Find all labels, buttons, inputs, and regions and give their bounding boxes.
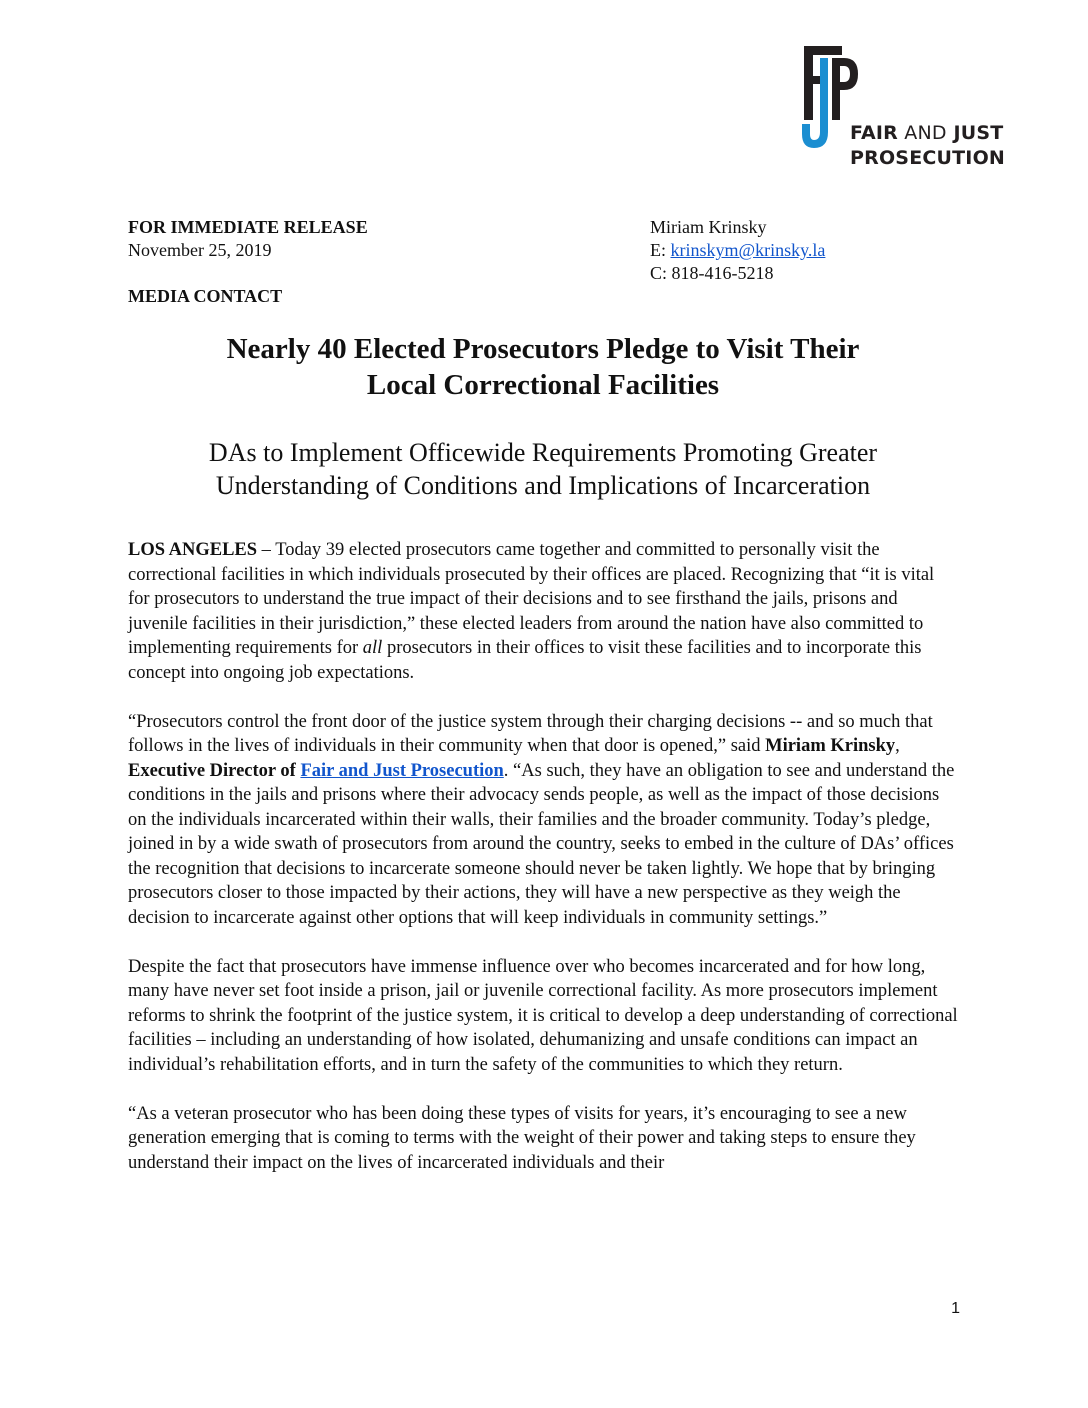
page-number: 1: [951, 1300, 960, 1317]
speaker-role: Executive Director of: [128, 760, 301, 781]
dateline: LOS ANGELES: [128, 540, 258, 560]
email-prefix: E:: [650, 240, 671, 260]
contact-email-line: [650, 239, 825, 262]
contact-email-link[interactable]: krinskym@krinsky.la: [670, 240, 826, 260]
logo-word: JUST: [946, 122, 1004, 144]
contact-info: [650, 216, 825, 285]
p1-text-b: prosecutors in their offices to visit these facilities and to incorporate this concept into ongoing job expectations.: [128, 638, 922, 683]
contact-name: Miriam Krinsky: [650, 217, 767, 237]
logo-word: FAIR: [850, 122, 899, 144]
paragraph-2: [128, 710, 958, 931]
subheadline-line1: DAs to Implement Officewide Requirements Promoting Greater: [208, 438, 878, 467]
org-link[interactable]: Fair and Just Prosecution: [300, 760, 504, 781]
p1-emphasis: all: [362, 638, 383, 658]
fjp-monogram-icon: [798, 44, 858, 154]
p1-text-a: – Today 39 elected prosecutors came together and committed to personally visit the correctional facilities in which individuals prosecuted by their offices are placed. Recognizing that “it is vital for prosecutors to understand the true impact of their decisions and to see firsthand the jails, prisons and juvenile facilities in their jurisdiction,” these elected leaders from around the nation have also committed to implementing requirements for: [128, 540, 935, 658]
headline: [128, 331, 958, 403]
fjp-logo: [798, 44, 1013, 174]
subheadline-line2: Understanding of Conditions and Implications of Incarceration: [215, 471, 871, 500]
logo-wordmark-line1: [850, 122, 1003, 144]
press-release-body: [128, 538, 958, 1200]
release-info: [128, 216, 368, 262]
p2-text-b: . “As such, they have an obligation to see and understand the conditions in the jails and prisons where their advocacy sends people, as well as the impact of those decisions on the individuals incarcerated within their walls, their families and the broader community. Today’s pledge, joined in by a wide swath of prosecutors from around the country, seeks to embed in the culture of DAs’ offices the recognition that decisions to incarcerate someone should never be taken lightly. We hope that by bringing prosecutors closer to those impacted by their actions, they will have a new perspective as they weigh the decision to incarcerate against other options that will keep individuals in community settings.”: [128, 760, 955, 928]
logo-word: AND: [898, 122, 947, 144]
contact-phone: C: 818-416-5218: [650, 263, 774, 283]
p2-comma: ,: [895, 736, 900, 756]
subheadline: [128, 436, 958, 502]
release-label: FOR IMMEDIATE RELEASE: [128, 217, 368, 237]
release-date: November 25, 2019: [128, 240, 272, 260]
logo-wordmark-line2: PROSECUTION: [850, 147, 1006, 169]
headline-line2: Local Correctional Facilities: [366, 369, 720, 401]
media-contact-label: MEDIA CONTACT: [128, 286, 283, 306]
speaker-name: Miriam Krinsky: [765, 736, 896, 756]
paragraph-1: [128, 538, 958, 685]
headline-line1: Nearly 40 Elected Prosecutors Pledge to Visit Their: [226, 333, 860, 365]
p2-text-a: “Prosecutors control the front door of the justice system through their charging decisions -- and so much that follows in the lives of individuals in their community when that door is opened,” said: [128, 711, 933, 756]
paragraph-4: “As a veteran prosecutor who has been doing these types of visits for years, it’s encouraging to see a new generation emerging that is coming to terms with the weight of their power and taking steps to ensure they understand their impact on the lives of incarcerated individuals and their: [128, 1103, 916, 1173]
paragraph-3: Despite the fact that prosecutors have immense influence over who becomes incarcerated and for how long, many have never set foot inside a prison, jail or juvenile correctional facility. As more prosecutors implement reforms to shrink the footprint of the justice system, it is critical to develop a deep understanding of correctional facilities – including an understanding of how isolated, dehumanizing and unsafe conditions can impact an individual’s rehabilitation efforts, and in turn the safety of the communities to which they return.: [128, 956, 958, 1075]
